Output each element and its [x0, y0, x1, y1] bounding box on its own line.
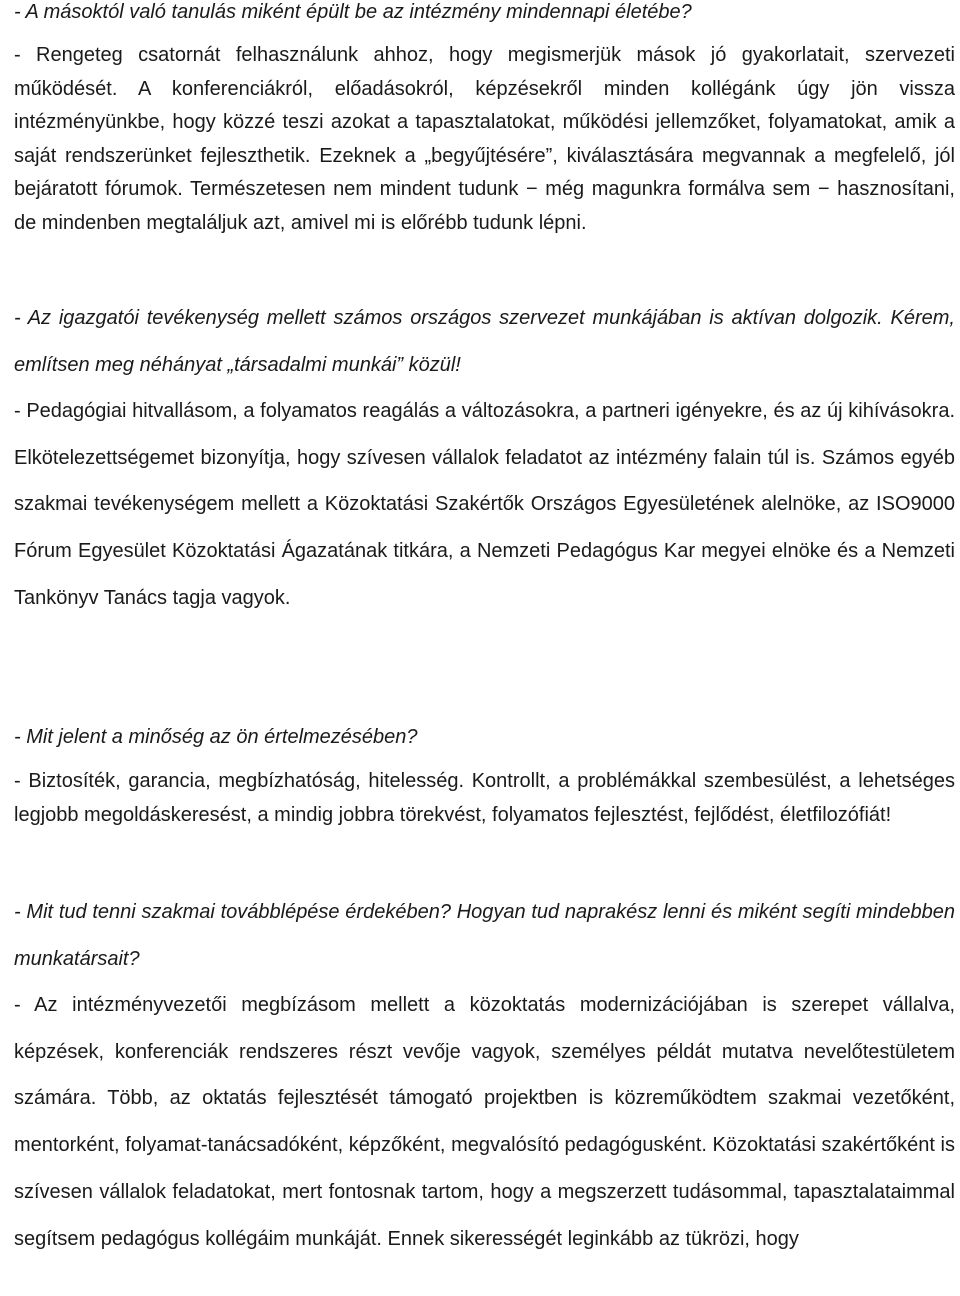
document-page: [14, 0, 955, 1296]
answer-professional-development: - Az intézményvezetői megbízásom mellett a közoktatás modernizációjában is szerepet vállalva, képzések, konferenciák rendszeres részt vevője vagyok, személyes példát mutatva nevelőtestületem számára. Több, az oktatás fejlesztését támogató projektben is közreműködtem szakmai vezetőként, mentorként, folyamat-tanácsadóként, képzőként, megvalósító pedagógusként. Közoktatási szakértőként is szívesen vállalok feladatokat, mert fontosnak tartom, hogy a megszerzett tudásommal, tapasztalataimmal segítsem pedagógus kollégáim munkáját. Ennek sikerességét leginkább az tükrözi, hogy: [14, 994, 955, 1250]
question-quality-meaning: - Mit jelent a minőség az ön értelmezésében?: [14, 726, 418, 748]
question-professional-development: - Mit tud tenni szakmai továbblépése érdekében? Hogyan tud naprakész lenni és miként segíti mindebben munkatársait?: [14, 901, 955, 970]
answer-learning-from-others: - Rengeteg csatornát felhasználunk ahhoz, hogy megismerjük mások jó gyakorlatait, szervezeti működését. A konferenciákról, előadásokról, képzésekről minden kollégánk úgy jön vissza intézményünkbe, hogy közzé teszi azokat a tapasztalatokat, működési jellemzőket, folyamatokat, amik a saját rendszerünket fejleszthetik. Ezeknek a „begyűjtésére”, kiválasztására megvannak a megfelelő, jól bejáratott fórumok. Természetesen nem mindent tudunk − még magunkra formálva sem − hasznosítani, de mindenben megtaláljuk azt, amivel mi is előrébb tudunk lépni.: [14, 44, 955, 234]
answer-social-work: - Pedagógiai hitvallásom, a folyamatos reagálás a változásokra, a partneri igényekre, és az új kihívásokra. Elkötelezettségemet bizonyítja, hogy szívesen vállalok feladatot az intézmény falain túl is. Számos egyéb szakmai tevékenységem mellett a Közoktatási Szakértők Országos Egyesületének alelnöke, az ISO9000 Fórum Egyesület Közoktatási Ágazatának titkára, a Nemzeti Pedagógus Kar megyei elnöke és a Nemzeti Tankönyv Tanács tagja vagyok.: [14, 400, 955, 609]
question-social-work: - Az igazgatói tevékenység mellett számos országos szervezet munkájában is aktívan dolgozik. Kérem, említsen meg néhányat „társadalmi munkái” közül!: [14, 307, 955, 376]
question-learning-from-others: - A másoktól való tanulás miként épült be az intézmény mindennapi életébe?: [14, 1, 692, 23]
answer-quality-meaning: - Biztosíték, garancia, megbízhatóság, hitelesség. Kontrollt, a problémákkal szembesülést, a lehetséges legjobb megoldáskeresést, a mindig jobbra törekvést, folyamatos fejlesztést, fejlődést, életfilozófiát!: [14, 770, 955, 826]
